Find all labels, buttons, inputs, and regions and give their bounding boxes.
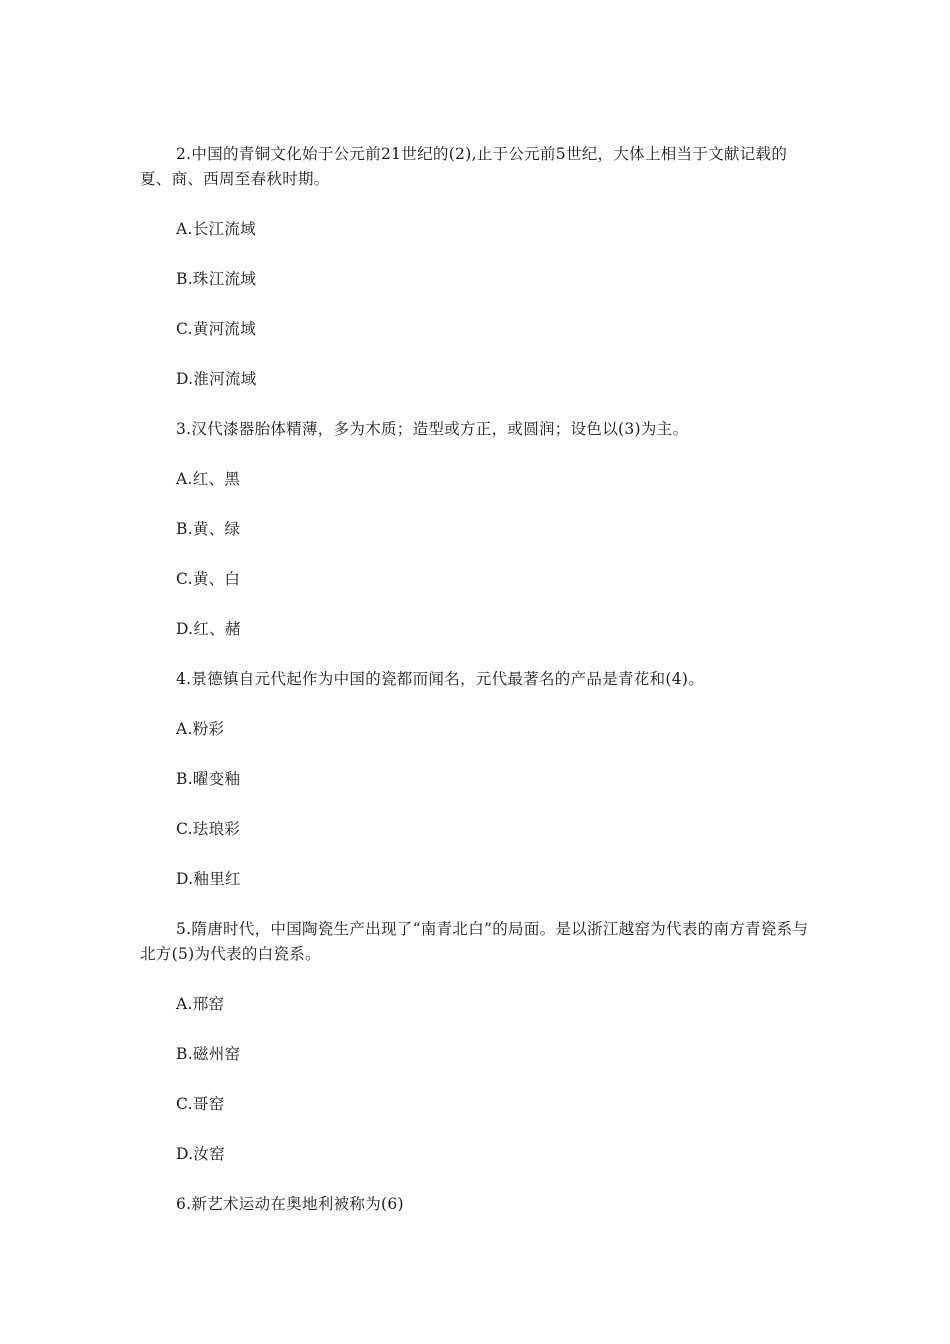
question-3-option-b: B.黄、绿	[176, 520, 241, 538]
question-list	[140, 142, 816, 1242]
question-2-text: 2.中国的青铜文化始于公元前21世纪的(2),止于公元前5世纪，大体上相当于文献记载的夏、商、西周至春秋时期。	[140, 145, 788, 188]
question-4-option-a: A.粉彩	[176, 720, 225, 738]
question-3-option-c: C.黄、白	[176, 570, 241, 588]
question-4-text: 4.景德镇自元代起作为中国的瓷都而闻名，元代最著名的产品是青花和(4)。	[176, 670, 705, 688]
question-5-option-d: D.汝窑	[176, 1145, 226, 1163]
question-4-option-c: C.珐琅彩	[176, 820, 241, 838]
question-3-option-a: A.红、黑	[176, 470, 241, 488]
question-2-option-b: B.珠江流域	[176, 270, 257, 288]
question-2-option-d: D.淮河流域	[176, 370, 257, 388]
question-4-option-d: D.釉里红	[176, 870, 241, 888]
question-4-option-b: B.曜变釉	[176, 770, 241, 788]
question-3-option-d: D.红、赭	[176, 620, 241, 638]
question-5-option-b: B.磁州窑	[176, 1045, 241, 1063]
question-5-text: 5.隋唐时代，中国陶瓷生产出现了“南青北白”的局面。是以浙江越窑为代表的南方青瓷系与北方(5)为代表的白瓷系。	[140, 920, 809, 963]
question-5-option-c: C.哥窑	[176, 1095, 225, 1113]
question-3-text: 3.汉代漆器胎体精薄，多为木质；造型或方正，或圆润；设色以(3)为主。	[176, 420, 689, 438]
question-2-option-c: C.黄河流域	[176, 320, 257, 338]
question-5-option-a: A.邢窑	[176, 995, 225, 1013]
question-2-option-a: A.长江流域	[176, 220, 256, 238]
question-6-text: 6.新艺术运动在奥地利被称为(6)	[176, 1195, 404, 1213]
